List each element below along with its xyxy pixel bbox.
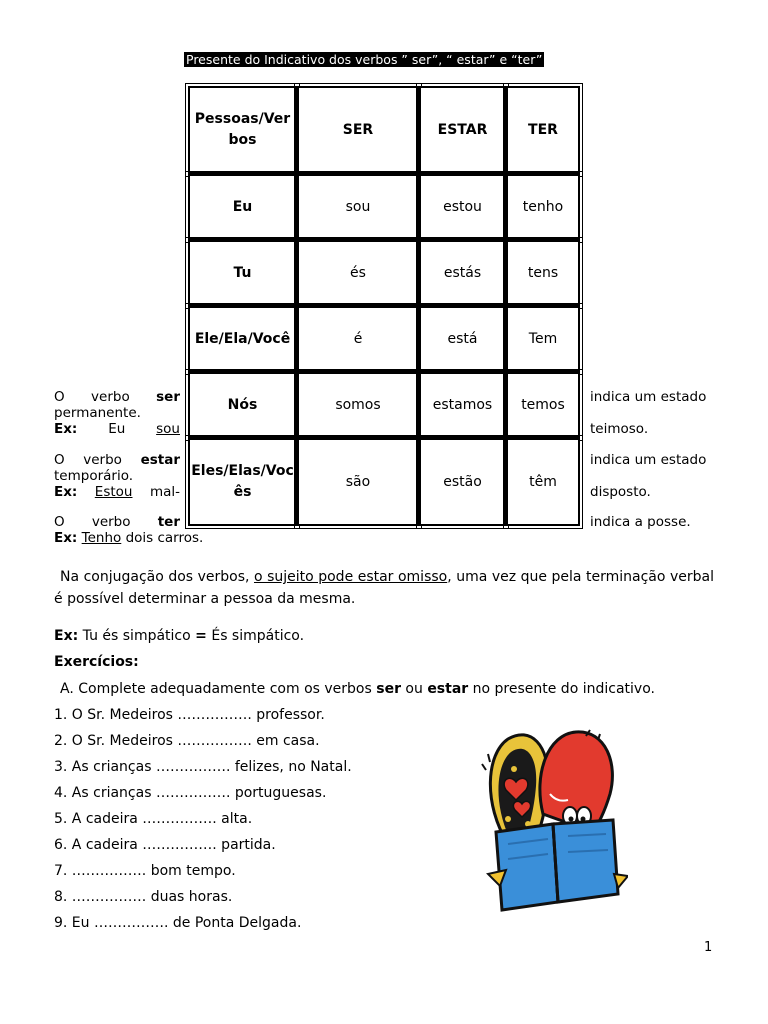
- table-cell: Eu: [188, 174, 297, 240]
- table-cell: és: [297, 240, 419, 306]
- table-cell: tenho: [506, 174, 580, 240]
- note-ter-example: Ex: Tenho dois carros.: [54, 530, 204, 546]
- note-ser-ex-right: teimoso.: [590, 421, 649, 437]
- table-cell: estás: [419, 240, 506, 306]
- table-cell: tens: [506, 240, 580, 306]
- page-title: Presente do Indicativo dos verbos ” ser”, “ estar” e “ter”: [186, 52, 543, 67]
- note-estar-right: indica um estado: [590, 452, 707, 468]
- paragraph-subject-omission: Na conjugação dos verbos, o sujeito pode estar omisso, uma vez que pela terminação verbal é possível determinar a pessoa da mesma.: [54, 569, 714, 607]
- page-number: 1: [704, 940, 713, 955]
- exercise-item: 2. O Sr. Medeiros ……………. em casa.: [54, 733, 320, 749]
- table-cell: sou: [297, 174, 419, 240]
- note-ser-right: indica um estado: [590, 389, 707, 405]
- table-cell: Tu: [188, 240, 297, 306]
- exercise-item: 1. O Sr. Medeiros ……………. professor.: [54, 707, 325, 723]
- table-cell: são: [297, 438, 419, 526]
- table-cell: Tem: [506, 306, 580, 372]
- verb-estar: estar: [140, 452, 180, 468]
- exercise-item: 4. As crianças ……………. portuguesas.: [54, 785, 327, 801]
- exercise-instruction: A. Complete adequadamente com os verbos ser ou estar no presente do indicativo.: [60, 681, 655, 697]
- verb-ter: ter: [157, 514, 180, 530]
- note-ter-right: indica a posse.: [590, 514, 691, 530]
- note-estar-cont: temporário.: [54, 468, 134, 484]
- note-estar-line1: O verbo estar: [54, 452, 180, 468]
- table-cell: é: [297, 306, 419, 372]
- verb-ser: ser: [156, 389, 180, 405]
- note-ser-cont: permanente.: [54, 405, 141, 421]
- exercise-item: 3. As crianças ……………. felizes, no Natal.: [54, 759, 352, 775]
- table-header-cell: SER: [297, 86, 419, 174]
- note-ser-example: Ex: Eu sou: [54, 421, 180, 437]
- table-cell: Nós: [188, 372, 297, 438]
- note-ser-line1: O verbo ser: [54, 389, 180, 405]
- table-header-cell: TER: [506, 86, 580, 174]
- table-cell: somos: [297, 372, 419, 438]
- exercises-heading: Exercícios:: [54, 654, 139, 670]
- table-cell: estou: [419, 174, 506, 240]
- table-header-cell: Pessoas/Verbos: [188, 86, 297, 174]
- exercise-item: 9. Eu ……………. de Ponta Delgada.: [54, 915, 302, 931]
- exercise-item: 5. A cadeira ……………. alta.: [54, 811, 253, 827]
- table-cell: temos: [506, 372, 580, 438]
- note-estar-example: Ex: Estou mal-: [54, 484, 180, 500]
- note-estar-ex-right: disposto.: [590, 484, 651, 500]
- table-cell: está: [419, 306, 506, 372]
- example-line: Ex: Tu és simpático = És simpático.: [54, 628, 305, 644]
- exercise-item: 6. A cadeira ……………. partida.: [54, 837, 276, 853]
- exercise-item: 7. ……………. bom tempo.: [54, 863, 236, 879]
- note-ter-line1: O verbo ter: [54, 514, 180, 530]
- table-cell: Eles/Elas/Vocês: [188, 438, 297, 526]
- reading-creatures-icon: [478, 724, 628, 914]
- table-cell: Ele/Ela/Você: [188, 306, 297, 372]
- table-header-cell: ESTAR: [419, 86, 506, 174]
- exercise-item: 8. ……………. duas horas.: [54, 889, 233, 905]
- table-cell: estamos: [419, 372, 506, 438]
- table-cell: estão: [419, 438, 506, 526]
- table-cell: têm: [506, 438, 580, 526]
